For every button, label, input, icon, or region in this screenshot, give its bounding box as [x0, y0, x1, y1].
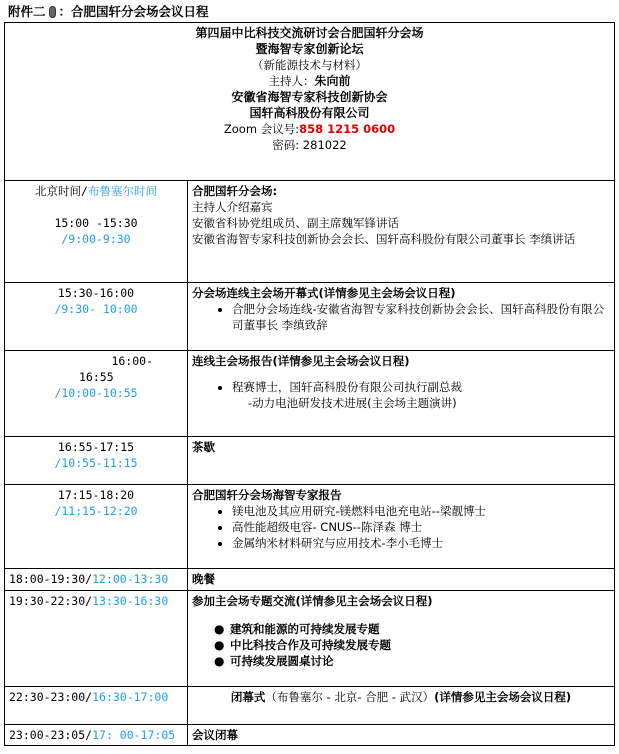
time-beijing: 15:00 -15:30 [54, 216, 138, 230]
time-cell [5, 437, 188, 485]
time-beijing-end: 16:55 [79, 370, 114, 384]
time-label-beijing: 北京时间/ [35, 184, 88, 198]
event-cell [188, 569, 615, 591]
header-cell [5, 23, 615, 181]
event-line: 主持人介绍嘉宾 [192, 200, 273, 214]
event-title: 连线主会场报告(详情参见主会场会议日程) [192, 354, 410, 368]
organizer-1: 安徽省海智专家科技创新协会 [231, 90, 388, 104]
event-title: 会议闭幕 [192, 728, 238, 742]
host-label: 主持人： [268, 74, 315, 88]
list-item: ● 中比科技合作及可持续发展专题 [214, 637, 610, 653]
time-brussels: 13:30-16:30 [92, 594, 169, 608]
schedule-table [4, 22, 615, 746]
list-item: • 程赛博士，国轩高科股份有限公司执行副总裁 [232, 379, 610, 395]
time-brussels: /11:15-12:20 [54, 504, 138, 518]
event-cell [188, 283, 615, 351]
event-title: 参加主会场专题交流(详情参见主会场会议日程) [192, 594, 433, 608]
schedule-row-3 [5, 351, 615, 437]
schedule-row-5 [5, 485, 615, 569]
time-brussels: 16:30-17:00 [92, 690, 169, 704]
event-cell [188, 485, 615, 569]
list-item: • 金属纳米材料研究与应用技术-李小毛博士 [232, 535, 610, 551]
time-cell [5, 687, 188, 725]
zoom-line [9, 121, 610, 137]
schedule-row-1 [5, 181, 615, 283]
event-cell [188, 687, 615, 725]
event-title: 闭幕式 [230, 690, 266, 704]
doc-title-suffix: ：合肥国轩分会场会议日程 [58, 4, 209, 19]
time-brussels: /9:00-9:30 [61, 232, 131, 246]
event-cell [188, 725, 615, 746]
document-title [8, 4, 209, 20]
schedule-row-9 [5, 725, 615, 746]
event-line: 安徽省海智专家科技创新协会会长、国轩高科股份有限公司董事长 李缜讲话 [192, 232, 576, 246]
event-locations: （布鲁塞尔 - 北京- 合肥 - 武汉） [265, 690, 435, 704]
header-row [5, 23, 615, 181]
host-line [9, 73, 610, 89]
time-cell [5, 351, 188, 437]
time-cell [5, 569, 188, 591]
time-label-brussels: 布鲁塞尔时间 [87, 184, 157, 198]
time-beijing: 17:15-18:20 [57, 488, 135, 502]
time-beijing: 16:55-17:15 [57, 440, 135, 454]
time-beijing: 18:00-19:30/ [9, 572, 93, 586]
list-item: • 镁电池及其应用研究-镁燃料电池充电站--梁靓博士 [232, 503, 610, 519]
password: 密码: 281022 [272, 138, 347, 152]
conference-subtitle: 暨海智专家创新论坛 [255, 42, 364, 56]
event-title: 茶歇 [192, 440, 215, 454]
time-beijing-start: 16:00- [111, 354, 153, 368]
time-cell [5, 591, 188, 687]
schedule-row-8 [5, 687, 615, 725]
time-brussels: 12:00-13:30 [92, 572, 169, 586]
time-brussels: 17: 00-17:05 [92, 728, 176, 742]
list-item: ● 可持续发展圆桌讨论 [214, 653, 610, 669]
time-cell [5, 485, 188, 569]
time-brussels: /10:00-10:55 [54, 386, 138, 400]
list-item: • 高性能超级电容- CNUS--陈泽森 博士 [232, 519, 610, 535]
time-cell [5, 181, 188, 283]
time-cell [5, 283, 188, 351]
event-note: (详情参见主会场会议日程) [434, 690, 572, 704]
organizer-2: 国轩高科股份有限公司 [249, 106, 370, 120]
time-brussels: /10:55-11:15 [54, 456, 138, 470]
conference-title: 第四届中比科技交流研讨会合肥国轩分会场 [195, 26, 424, 40]
list-item: • 合肥分会场连线-安徽省海智专家科技创新协会会长、国轩高科股份有限公司董事长 李缜致辞 [232, 301, 610, 333]
schedule-row-4 [5, 437, 615, 485]
schedule-row-2 [5, 283, 615, 351]
event-title: 晚餐 [192, 572, 215, 586]
zoom-meeting-id: 858 1215 0600 [299, 122, 396, 136]
schedule-row-7 [5, 591, 615, 687]
event-line: 安徽省科协党组成员、副主席魏军锋讲话 [192, 216, 399, 230]
doc-title-prefix: 附件二 [8, 4, 46, 19]
event-cell [188, 351, 615, 437]
time-brussels: /9:30- 10:00 [54, 302, 138, 316]
time-cell [5, 725, 188, 746]
time-beijing: 15:30-16:00 [57, 286, 135, 300]
event-cell [188, 181, 615, 283]
zoom-label: Zoom 会议号: [223, 122, 300, 136]
talk-subtitle: -动力电池研发技术进展(主会场主题演讲) [248, 396, 457, 410]
time-beijing: 23:00-23:05/ [9, 728, 93, 742]
host-name: 朱向前 [314, 74, 351, 88]
paperclip-icon [49, 6, 56, 18]
event-title: 合肥国轩分会场海智专家报告 [192, 488, 342, 502]
time-beijing: 22:30-23:00/ [9, 690, 93, 704]
schedule-row-6 [5, 569, 615, 591]
time-beijing: 19:30-22:30/ [9, 594, 93, 608]
event-cell [188, 591, 615, 687]
event-title: 分会场连线主会场开幕式(详情参见主会场会议日程) [192, 286, 456, 300]
list-item: ● 建筑和能源的可持续发展专题 [214, 621, 610, 637]
event-title: 合肥国轩分会场: [192, 184, 278, 198]
conference-theme: （新能源技术与材料） [252, 58, 367, 72]
event-cell [188, 437, 615, 485]
